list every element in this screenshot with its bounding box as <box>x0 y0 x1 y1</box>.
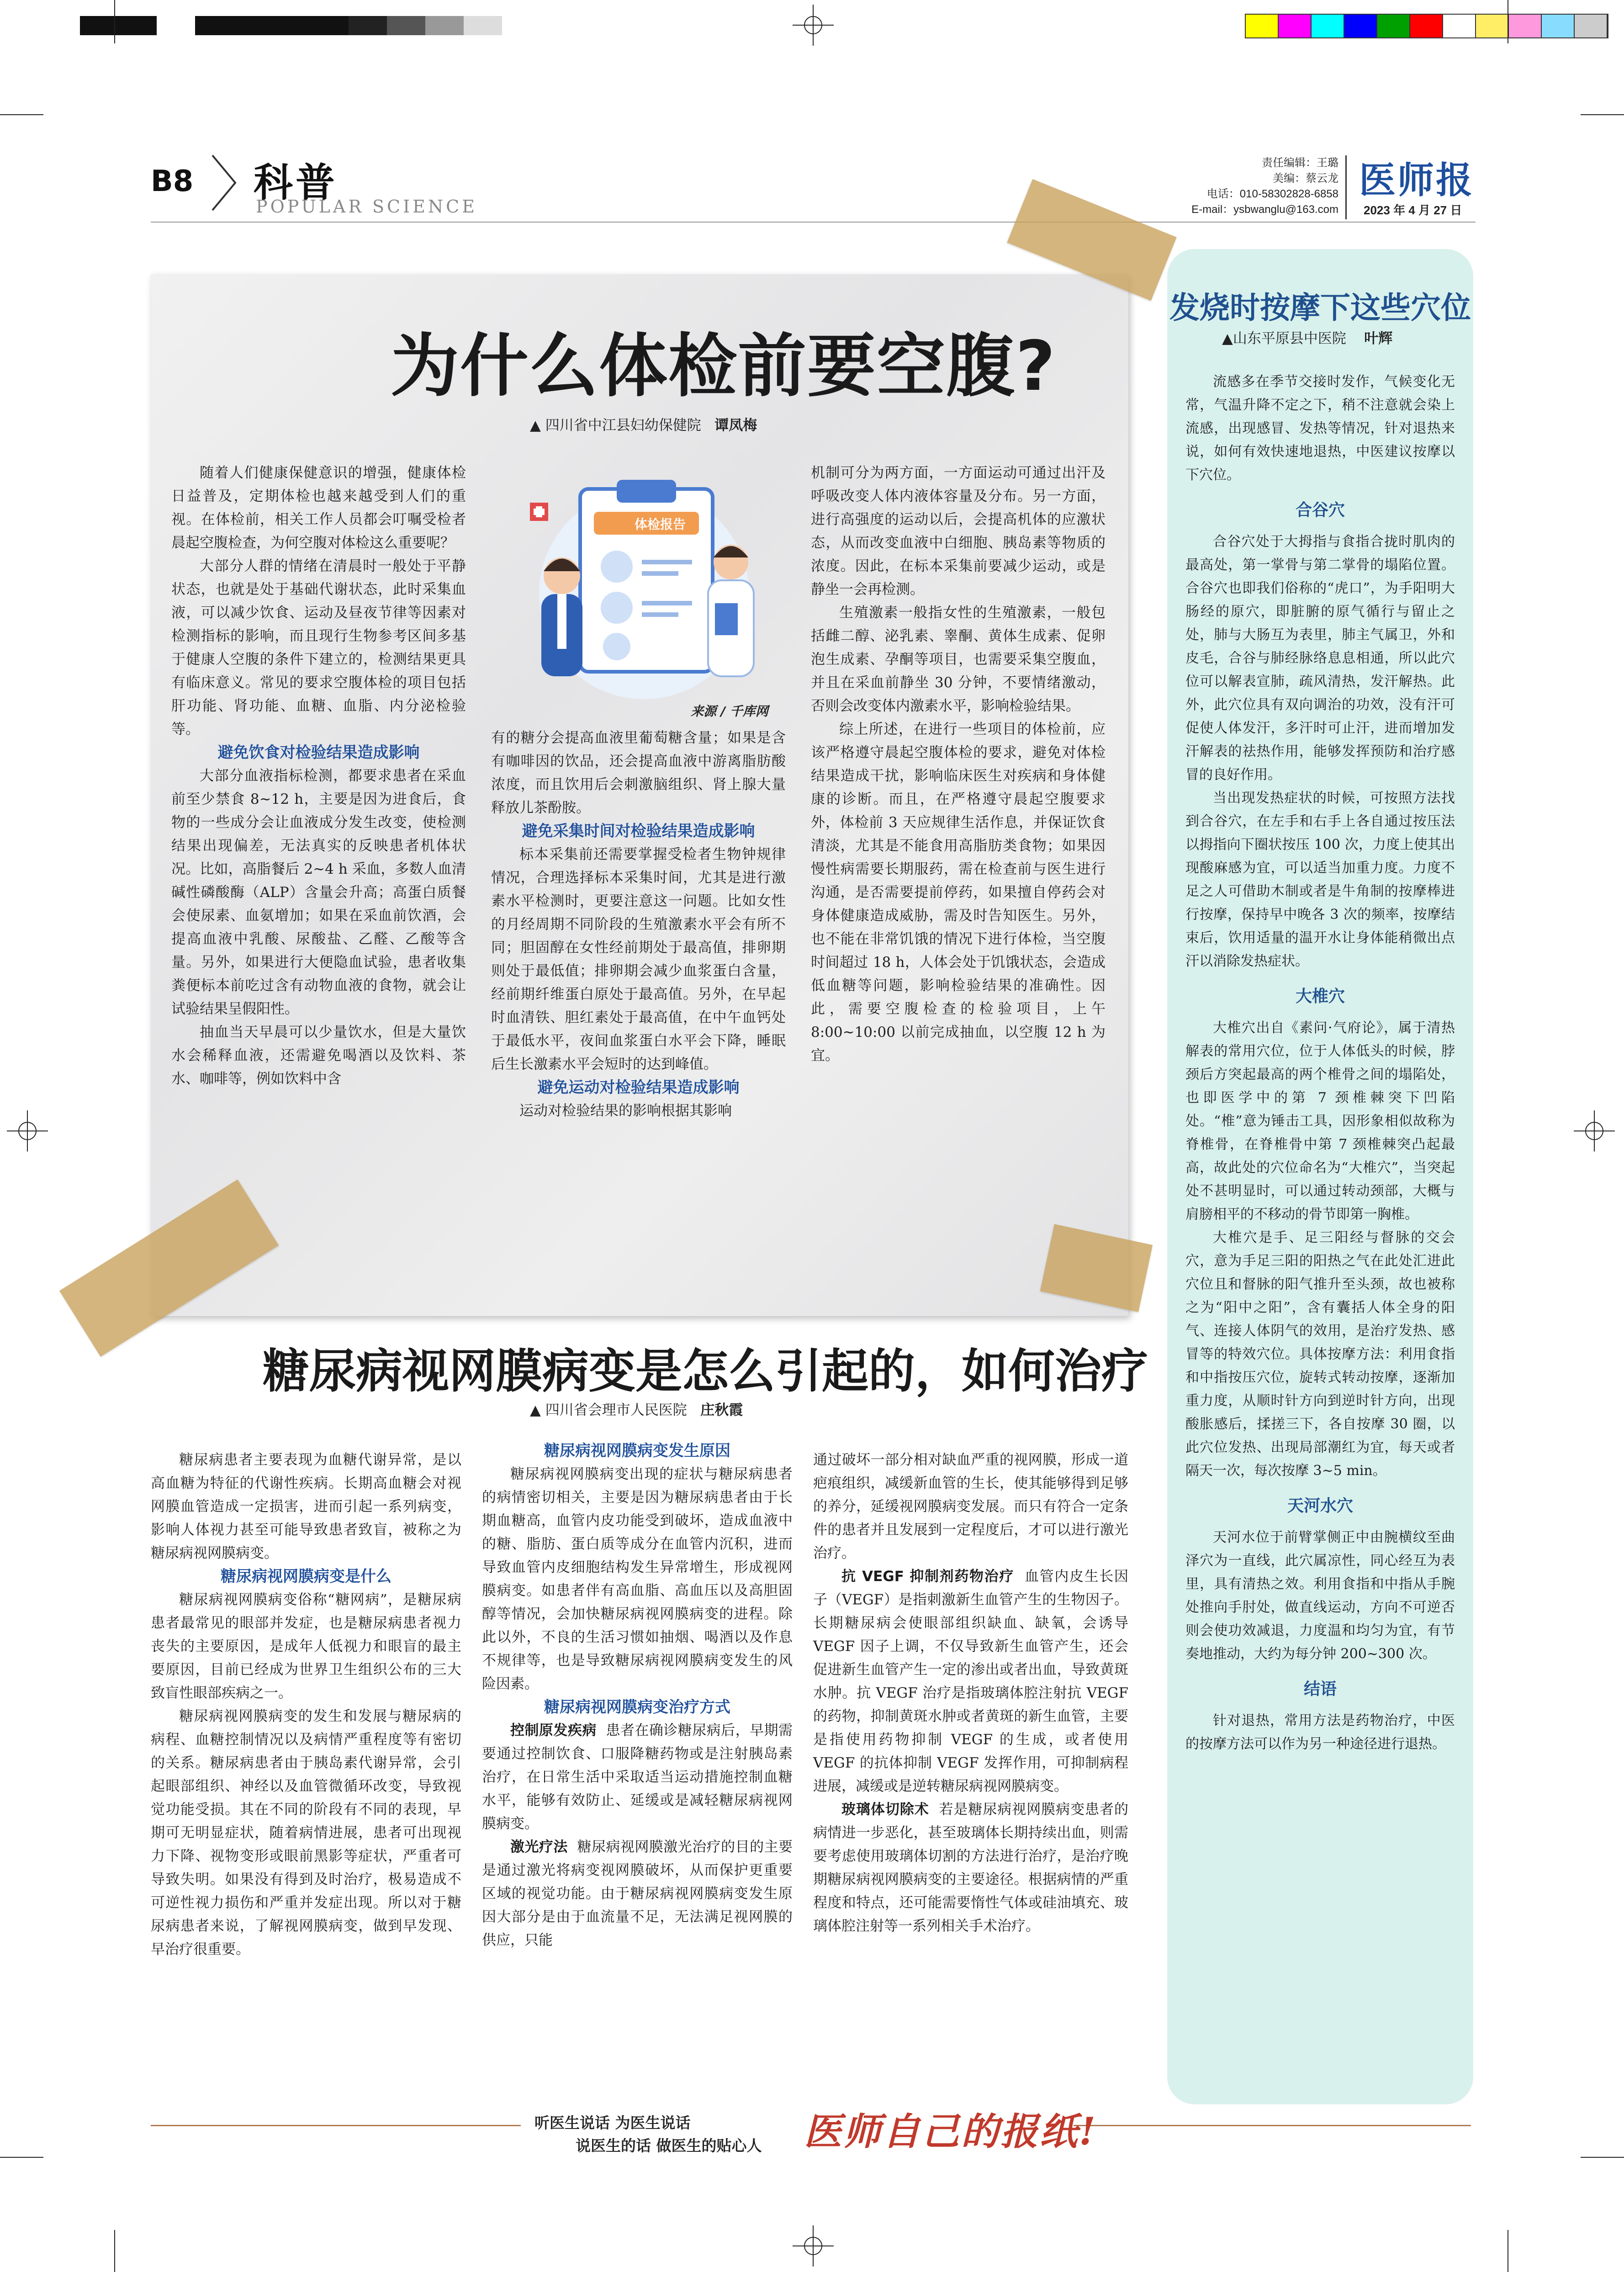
subheading: 大椎穴 <box>1295 987 1345 1006</box>
article2-column-3 <box>813 1449 1128 1938</box>
sidebar-byline <box>1222 327 1392 347</box>
designer: 美编：蔡云龙 <box>1273 172 1338 185</box>
paragraph: 合谷穴处于大拇指与食指合拢时肌肉的最高处，第一掌骨与第二掌骨的塌陷位置。合谷穴也即我们俗称的“虎口”，为手阳明大肠经的原穴，即脏腑的原气循行与留止之处，肺与大肠互为表里，肺主气属卫，外和皮毛，合谷与肺经脉络息息相通，所以此穴位可以解表宣肺，疏风清热，发汗解热。此外，此穴位具有双向调治的功效，没有汗可促使人体发汗，多汗时可止汗，进而增加发汗解表的祛热作用，能够发挥预防和治疗感冒的良好作用。 <box>1185 534 1455 783</box>
article1-column-1 <box>171 462 466 1091</box>
registration-mark-bottom <box>793 2225 834 2267</box>
chevron-right-icon <box>208 153 240 212</box>
crop-mark <box>114 2230 115 2272</box>
sidebar-panel <box>1167 249 1473 2104</box>
paragraph: 随着人们健康保健意识的增强，健康体检日益普及，定期体检也越来越受到人们的重视。在体检前，相关工作人员都会叮嘱受检者晨起空腹检查，为何空腹对体检这么重要呢？ <box>171 465 466 551</box>
treatment-text: 糖尿病视网膜激光治疗的目的主要是通过激光将病变视网膜破坏，从而保护更重要区域的视觉功能。由于糖尿病视网膜病变发生原因大部分是由于血流量不足，无法满足视网膜的供应，只能 <box>482 1839 793 1948</box>
article2-column-1 <box>151 1449 461 1961</box>
byline-org: ▲ 四川省中江县妇幼保健院 <box>530 417 701 434</box>
paragraph: 大椎穴是手、足三阳经与督脉的交会穴，意为手足三阳的阳热之气在此处汇进此穴位且和督脉的阳气推升至头颈，故也被称之为“阳中之阳”，含有囊括人体全身的阳气、连接人体阴气的效用，是治疗发热、感冒等的特效穴位。具体按摩方法：利用食指和中指按压穴位，旋转式转动按摩，逐渐加重力度，从顺时针方向到逆时针方向，出现酸胀感后，揉搓三下，各自按摩 30 圈，以此穴位发热、出现局部潮红为宜，每天或者隔天一次，每次按摩 3~5 min。 <box>1185 1230 1455 1479</box>
article1-column-2 <box>491 727 786 1123</box>
treatment-text: 血管内皮生长因子（VEGF）是指刺激新生血管产生的生物因子。长期糖尿病会使眼部组织缺血、缺氧，会诱导 VEGF 因子上调，不仅导致新生血管产生，还会促进新生血管产生一定的渗出或者出血，导致黄斑水肿。抗 VEGF 治疗是指玻璃体腔注射抗 VEGF 的药物，抑制黄斑水肿或者黄斑的新生血管，主要是指使用药物抑制 VEGF 的生成，或者使用 VEGF 的抗体抑制 VEGF 发挥作用，可抑制病程进展，减缓或是逆转糖尿病视网膜病变。 <box>813 1568 1128 1794</box>
paragraph: 生殖激素一般指女性的生殖激素，一般包括雌二醇、泌乳素、睾酮、黄体生成素、促卵泡生成素、孕酮等项目，也需要采集空腹血，并且在采血前静坐 30 分钟，不要情绪激动，否则会改变体内激素水平，影响检验结果。 <box>811 605 1106 714</box>
footer-slogan: 医师自己的报纸! <box>804 2110 1097 2154</box>
paragraph <box>813 1798 1128 1938</box>
paragraph: 大椎穴出自《素问·气府论》，属于清热解表的常用穴位，位于人体低头的时候，脖颈后方突起最高的两个椎骨之间的塌陷处，也即医学中的第 7 颈椎棘突下凹陷处。“椎”意为锤击工具，因形象相似故称为脊椎骨，在脊椎骨中第 7 颈椎棘突凸起最高，故此处的穴位命名为“大椎穴”，当突起处不甚明显时，可以通过转动颈部，大概与肩膀相平的不移动的骨节即第一胸椎。 <box>1185 1020 1455 1222</box>
editor: 责任编辑：王璐 <box>1262 157 1338 169</box>
paragraph: 糖尿病视网膜病变出现的症状与糖尿病患者的病情密切相关，主要是因为糖尿病患者由于长期血糖高，血管内皮功能受到破坏，造成血液中的糖、脂肪、蛋白质等成分在血管内沉积，进而导致血管内皮细胞结构发生异常增生，形成视网膜病变。如患者伴有高血脂、高血压以及高胆固醇等情况，会加快糖尿病视网膜病变的进程。除此以外，不良的生活习惯如抽烟、喝酒以及作息不规律等，也是导致糖尿病视网膜病变发生的风险因素。 <box>482 1466 793 1692</box>
subheading: 糖尿病视网膜病变治疗方式 <box>544 1698 730 1716</box>
byline-author: 谭凤梅 <box>714 417 757 434</box>
footer-motto-1: 听医生说话 为医生说话 <box>534 2114 691 2132</box>
header-divider <box>1345 155 1347 219</box>
checkup-report-illustration <box>512 457 777 722</box>
article1-byline <box>530 414 757 434</box>
paragraph: 通过破坏一部分相对缺血严重的视网膜，形成一道疤痕组织，减缓新血管的生长，使其能够得到足够的养分，延缓视网膜病变发展。而只有符合一定条件的患者并且发展到一定程度后，才可以进行激光治疗。 <box>813 1452 1128 1561</box>
paragraph: 运动对检验结果的影响根据其影响 <box>519 1103 732 1119</box>
subheading: 糖尿病视网膜病变是什么 <box>221 1567 391 1586</box>
byline-org: ▲山东平原县中医院 <box>1222 330 1346 347</box>
footer-rule-right <box>1074 2125 1471 2126</box>
paragraph: 抽血当天早晨可以少量饮水，但是大量饮水会稀释血液，还需避免喝酒以及饮料、茶水、咖啡等，例如饮料中含 <box>171 1024 466 1087</box>
paragraph: 有的糖分会提高血液里葡萄糖含量；如果是含有咖啡因的饮品，还会提高血液中游离脂肪酸浓度，而且饮用后会刺激脑组织、肾上腺大量释放儿茶酚胺。 <box>491 730 786 816</box>
paragraph: 流感多在季节交接时发作，气候变化无常，气温升降不定之下，稍不注意就会染上流感，出现感冒、发热等情况，针对退热来说，如何有效快速地退热，中医建议按摩以下穴位。 <box>1185 374 1455 483</box>
treatment-text: 患者在确诊糖尿病后，早期需要通过控制饮食、口服降糖药物或是注射胰岛素治疗，在日常生活中采取适当运动措施控制血糖水平，能够有效防止、延缓或是减轻糖尿病视网膜病变。 <box>482 1722 793 1832</box>
crop-mark <box>0 2157 43 2158</box>
issue-date: 2023 年 4 月 27 日 <box>1364 203 1462 217</box>
phone: 电话：010-58302828-6858 <box>1206 188 1338 200</box>
footer-rule-left <box>151 2125 521 2126</box>
registration-mark-left <box>7 1110 48 1152</box>
paragraph <box>482 1719 793 1836</box>
treatment-label: 控制原发疾病 <box>510 1722 597 1739</box>
paragraph: 机制可分为两方面，一方面运动可通过出汗及呼吸改变人体内液体容量及分布。另一方面，进行高强度的运动以后，会提高机体的应激状态，从而改变血液中白细胞、胰岛素等物质的浓度。因此，在标本采集前要减少运动，或是静坐一会再检测。 <box>811 465 1106 598</box>
crop-mark <box>114 0 115 43</box>
byline-author: 庄秋霞 <box>700 1402 743 1418</box>
image-credit: 来源 / 千库网 <box>691 704 768 719</box>
paragraph: 糖尿病视网膜病变俗称“糖网病”，是糖尿病患者最常见的眼部并发症，也是糖尿病患者视力丧失的主要原因，是成年人低视力和眼盲的最主要原因，目前已经成为世界卫生组织公布的三大致盲性眼部疾病之一。 <box>151 1592 461 1701</box>
paragraph: 针对退热，常用方法是药物治疗，中医的按摩方法可以作为另一种途径进行退热。 <box>1185 1713 1455 1752</box>
crop-mark <box>0 114 43 115</box>
section-subtitle: POPULAR SCIENCE <box>256 196 477 217</box>
black-color-bar <box>80 16 502 35</box>
article1-column-3 <box>811 462 1106 1067</box>
page-number: B8 <box>151 165 194 198</box>
subheading: 合谷穴 <box>1295 501 1345 520</box>
email: E-mail：ysbwanglu@163.com <box>1191 203 1338 216</box>
article1-title: 为什么体检前要空腹? <box>391 327 1057 406</box>
paragraph: 糖尿病患者主要表现为血糖代谢异常，是以高血糖为特征的代谢性疾病。长期高血糖会对视网膜血管造成一定损害，进而引起一系列病变，影响人体视力甚至可能导致患者致盲，被称之为糖尿病视网膜病变。 <box>151 1452 461 1561</box>
paragraph <box>482 1836 793 1952</box>
byline-org: ▲ 四川省会理市人民医院 <box>530 1402 687 1418</box>
report-label: 体检报告 <box>634 517 686 532</box>
registration-mark-right <box>1574 1110 1615 1152</box>
subheading: 避免采集时间对检验结果造成影响 <box>522 822 755 840</box>
footer-motto-2: 说医生的话 做医生的贴心人 <box>576 2137 762 2155</box>
subheading: 避免饮食对检验结果造成影响 <box>217 743 420 762</box>
subheading: 避免运动对检验结果造成影响 <box>537 1078 740 1097</box>
paragraph: 当出现发热症状的时候，可按照方法找到合谷穴，在左手和右手上各自通过按压法以拇指向下圈状按压 100 次，力度上使其出现酸麻感为宜，可以适当加重力度。力度不足之人可借助木制或者是牛角制的按摩棒进行按摩，保持早中晚各 3 次的频率，按摩结束后，饮用适量的温开水让身体能稍微出点汗以消除发热症状。 <box>1185 790 1455 969</box>
subheading: 结语 <box>1303 1680 1337 1699</box>
treatment-text: 若是糖尿病视网膜病变患者的病情进一步恶化，甚至玻璃体长期持续出血，则需要考虑使用玻璃体切割的方法进行治疗，是治疗晚期糖尿病视网膜病变的主要途径。根据病情的严重程度和特点，还可能需要惰性气体或硅油填充、玻璃体腔注射等一系列相关手术治疗。 <box>813 1801 1129 1934</box>
paragraph: 大部分人群的情绪在清晨时一般处于平静状态，也就是处于基础代谢状态，此时采集血液，可以减少饮食、运动及昼夜节律等因素对检测指标的影响，而且现行生物参考区间多基于健康人空腹的条件下建立的，检测结果更具有临床意义。常见的要求空腹体检的项目包括肝功能、肾功能、血糖、血脂、内分泌检验等。 <box>171 558 466 738</box>
article2-column-2 <box>482 1439 793 1952</box>
paragraph <box>813 1565 1128 1798</box>
paragraph: 大部分血液指标检测，都要求患者在采血前至少禁食 8~12 h，主要是因为进食后，食物的一些成分会让血液成分发生改变，使检测结果出现偏差，无法真实的反映患者机体状况。比如，高脂餐后 2~4 h 采血，多数人血清碱性磷酸酶（ALP）含量会升高；高蛋白质餐会使尿素、血氨增加；如果在采血前饮酒，会提高血液中乳酸、尿酸盐、乙醛、乙酸等含量。另外，如果进行大便隐血试验，患者收集粪便标本前吃过含有动物血液的食物，就会让试验结果呈假阳性。 <box>171 768 466 1017</box>
treatment-label: 玻璃体切除术 <box>841 1801 929 1818</box>
crop-mark <box>1581 2157 1624 2158</box>
newspaper-logo: 医师报 <box>1359 159 1474 202</box>
article2-title: 糖尿病视网膜病变是怎么引起的，如何治疗 <box>263 1344 1148 1399</box>
byline-author: 叶辉 <box>1364 330 1393 347</box>
crop-mark <box>1581 114 1624 115</box>
subheading: 糖尿病视网膜病变发生原因 <box>544 1442 730 1460</box>
editor-info <box>1183 155 1338 218</box>
subheading: 天河水穴 <box>1287 1497 1353 1515</box>
treatment-label: 抗 VEGF 抑制剂药物治疗 <box>841 1568 1014 1585</box>
cmyk-color-bar <box>1245 14 1608 38</box>
sidebar-column <box>1185 370 1455 1756</box>
treatment-label: 激光疗法 <box>510 1839 568 1855</box>
section-title: 科普 <box>254 160 338 206</box>
paragraph: 天河水位于前臂掌侧正中由腕横纹至曲泽穴为一直线，此穴属凉性，同心经互为表里，具有清热之效。利用食指和中指从手腕处推向手肘处，做直线运动，方向不可逆否则会使功效减退，力度温和均匀为宜，有节奏地推动，大约为每分钟 200~300 次。 <box>1185 1529 1455 1662</box>
article2-byline <box>530 1398 743 1419</box>
registration-mark-top <box>793 5 834 46</box>
paragraph: 糖尿病视网膜病变的发生和发展与糖尿病的病程、血糖控制情况以及病情严重程度等有密切的关系。糖尿病患者由于胰岛素代谢异常，会引起眼部组织、神经以及血管微循环改变，导致视觉功能受损。其在不同的阶段有不同的表现，早期可无明显症状，随着病情进展，患者可出现视力下降、视物变形或眼前黑影等症状，严重者可导致失明。如果没有得到及时治疗，极易造成不可逆性视力损伤和严重并发症出现。所以对于糖尿病患者来说，了解视网膜病变，做到早发现、早治疗很重要。 <box>151 1708 461 1958</box>
sidebar-title: 发烧时按摩下这些穴位 <box>1169 290 1471 325</box>
paragraph: 综上所述，在进行一些项目的体检前，应该严格遵守晨起空腹体检的要求，避免对体检结果造成干扰，影响临床医生对疾病和身体健康的诊断。而且，在严格遵守晨起空腹要求外，体检前 3 天应规律生活作息，并保证饮食清淡，尤其是不能食用高脂肪类食物；如果因慢性病需要长期服药，需在检查前与医生进行沟通，是否需要提前停药，如果擅自停药会对身体健康造成威胁，需及时告知医生。另外，也不能在非常饥饿的情况下进行体检，当空腹时间超过 18 h，人体会处于饥饿状态，会造成低血糖等问题，影响检验结果的准确性。因此，需要空腹检查的检验项目，上午 8:00~10:00 以前完成抽血，以空腹 12 h 为宜。 <box>811 721 1106 1064</box>
paragraph: 标本采集前还需要掌握受检者生物钟规律情况，合理选择标本采集时间，尤其是进行激素水平检测时，更要注意这一问题。比如女性的月经周期不同阶段的生殖激素水平会有所不同；胆固醇在女性经前期处于最高值，排卵期则处于最低值；排卵期会减少血浆蛋白含量，经前期纤维蛋白原处于最高值。另外，在早起时血清铁、胆红素处于最高值，在中午血钙处于最低水平，夜间血浆蛋白水平会下降，睡眠后生长激素水平会短时的达到峰值。 <box>491 846 786 1072</box>
header-rule <box>151 222 1476 223</box>
